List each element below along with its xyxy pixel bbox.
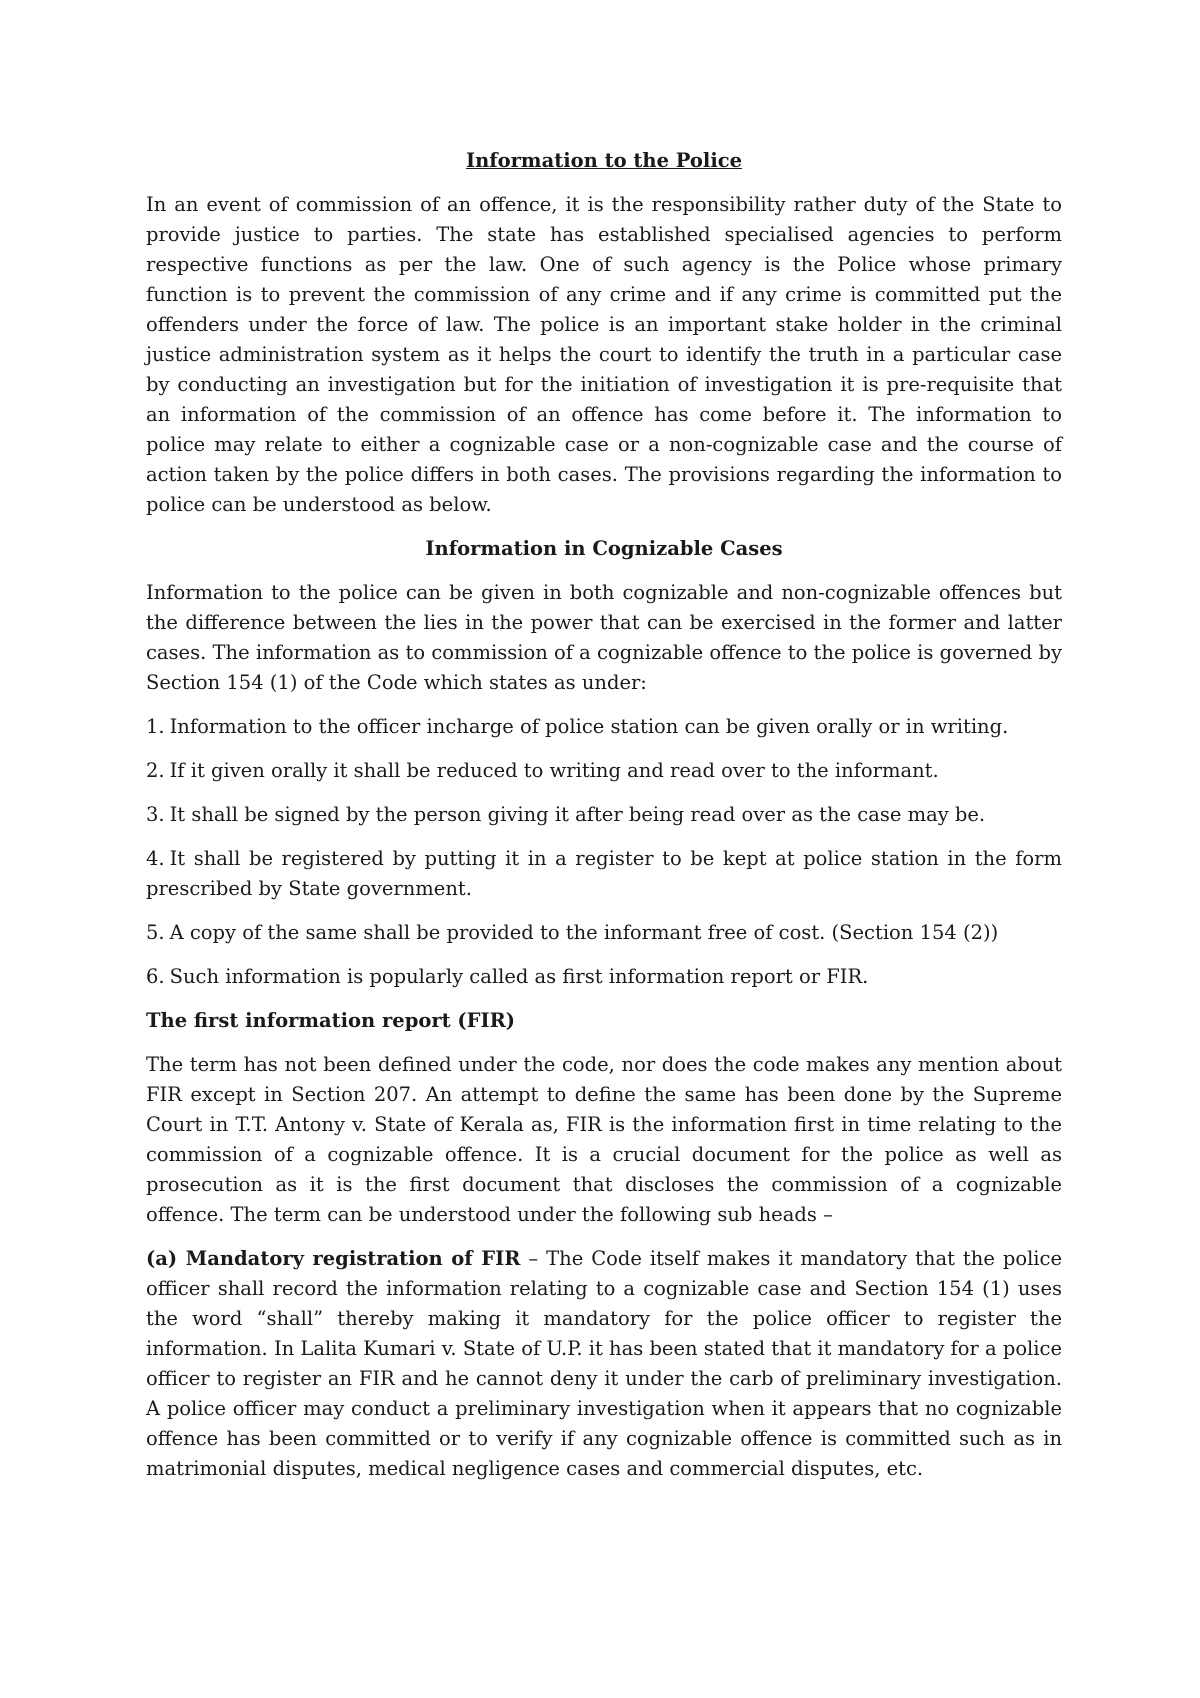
list-item	[146, 800, 1062, 830]
sub-head-a-label: (a) Mandatory registration of FIR	[146, 1247, 521, 1270]
list-item	[146, 918, 1062, 948]
list-item-number: 5.	[146, 921, 165, 944]
list-item-number: 3.	[146, 803, 165, 826]
list-item	[146, 712, 1062, 742]
list-item-number: 6.	[146, 965, 165, 988]
section-heading-cognizable: Information in Cognizable Cases	[425, 537, 783, 560]
document-body	[146, 146, 1062, 1498]
sub-head-a-paragraph	[146, 1244, 1062, 1484]
list-item-text: If it given orally it shall be reduced to writing and read over to the informant.	[169, 759, 939, 782]
list-item-text: A copy of the same shall be provided to the informant free of cost. (Section 154 (2))	[169, 921, 999, 944]
list-item-text: Information to the officer incharge of police station can be given orally or in writing.	[169, 715, 1009, 738]
list-item	[146, 962, 1062, 992]
sub-head-a-text: – The Code itself makes it mandatory that the police officer shall record the information relating to a cognizable case and Section 154 (1) uses the word “shall” thereby making it mandatory for the police officer to register the information. In Lalita Kumari v. State of U.P. it has been stated that it mandatory for a police officer to register an FIR and he cannot deny it under the carb of preliminary investigation. A police officer may conduct a preliminary investigation when it appears that no cognizable offence has been committed or to verify if any cognizable offence is committed such as in matrimonial disputes, medical negligence cases and commercial disputes, etc.	[146, 1247, 1062, 1480]
list-item	[146, 844, 1062, 904]
fir-paragraph: The term has not been defined under the code, nor does the code makes any mention about FIR except in Section 207. An attempt to define the same has been done by the Supreme Court in T.T. Antony v. State of Kerala as, FIR is the information first in time relating to the commission of a cognizable offence. It is a crucial document for the police as well as prosecution as it is the first document that discloses the commission of a cognizable offence. The term can be understood under the following sub heads –	[146, 1053, 1062, 1226]
list-item	[146, 756, 1062, 786]
page-title: Information to the Police	[465, 149, 743, 172]
intro-paragraph: In an event of commission of an offence, it is the responsibility rather duty of the State to provide justice to parties. The state has established specialised agencies to perform respective functions as per the law. One of such agency is the Police whose primary function is to prevent the commission of any crime and if any crime is committed put the offenders under the force of law. The police is an important stake holder in the criminal justice administration system as it helps the court to identify the truth in a particular case by conducting an investigation but for the initiation of investigation it is pre-requisite that an information of the commission of an offence has come before it. The information to police may relate to either a cognizable case or a non-cognizable case and the course of action taken by the police differs in both cases. The provisions regarding the information to police can be understood as below.	[146, 193, 1062, 516]
section-heading-fir: The first information report (FIR)	[146, 1009, 516, 1032]
list-item-number: 1.	[146, 715, 165, 738]
cognizable-paragraph: Information to the police can be given in both cognizable and non-cognizable offences but the difference between the lies in the power that can be exercised in the former and latter cases. The information as to commission of a cognizable offence to the police is governed by Section 154 (1) of the Code which states as under:	[146, 581, 1062, 694]
list-item-number: 2.	[146, 759, 165, 782]
provisions-list	[146, 712, 1062, 992]
list-item-text: Such information is popularly called as first information report or FIR.	[169, 965, 869, 988]
list-item-text: It shall be registered by putting it in a register to be kept at police station in the form prescribed by State government.	[146, 847, 1062, 900]
list-item-number: 4.	[146, 847, 165, 870]
list-item-text: It shall be signed by the person giving it after being read over as the case may be.	[169, 803, 986, 826]
